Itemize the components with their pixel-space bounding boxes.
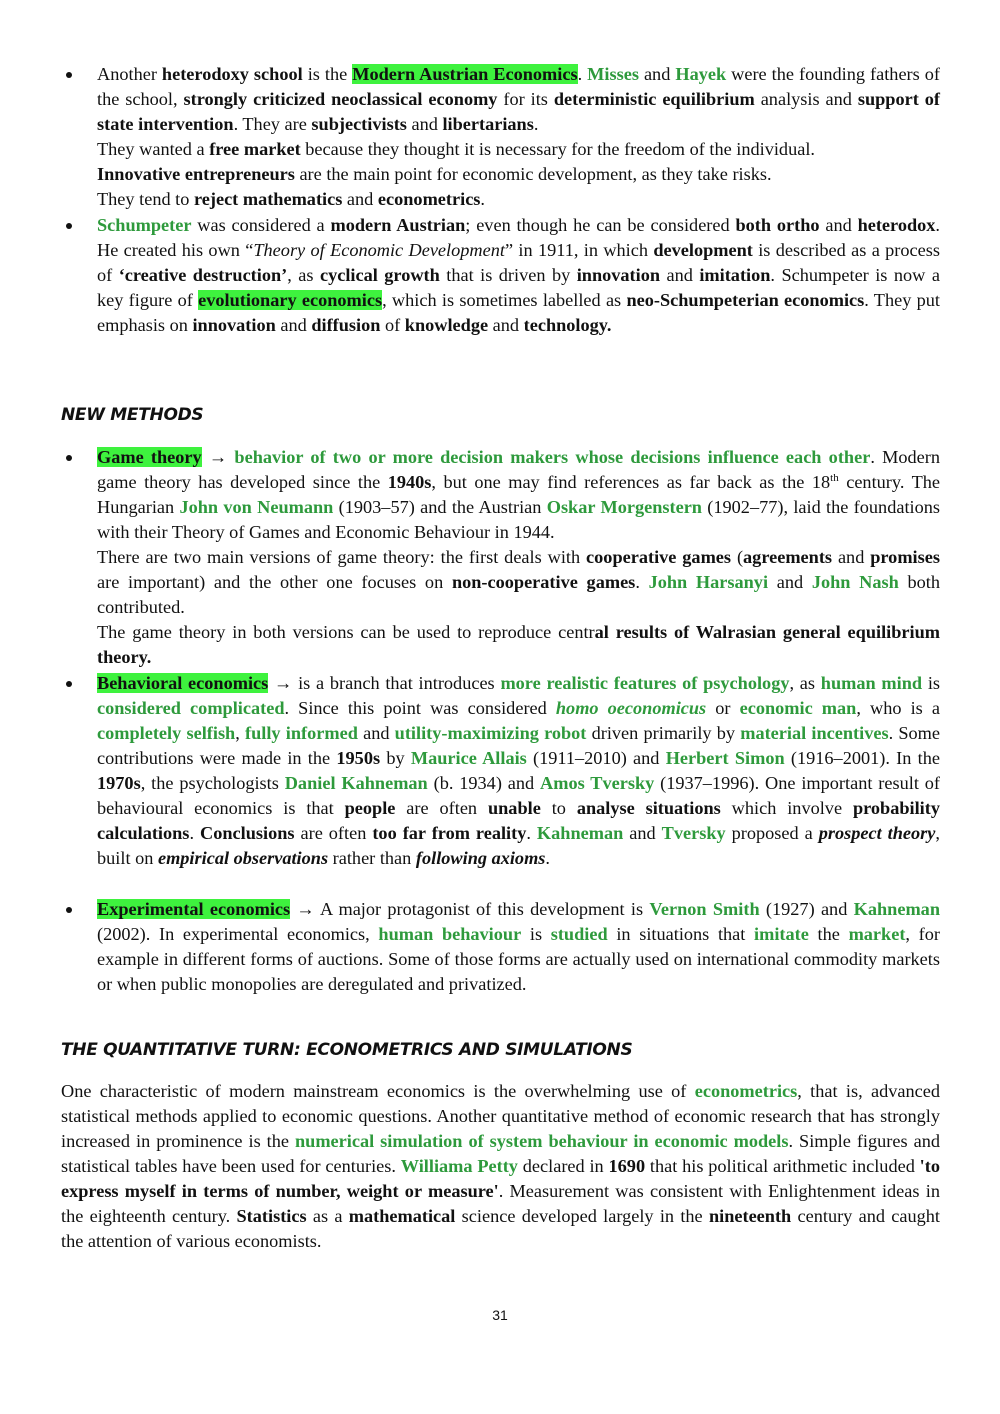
- highlight-modern-austrian: Modern Austrian Economics: [352, 64, 578, 84]
- bullet-icon: [66, 681, 72, 687]
- highlight-game-theory: Game theory: [97, 447, 202, 467]
- schumpeter-paragraph: Schumpeter was considered a modern Austrian; even though he can be considered both ortho and heterodox. He created his own “Theory of Economic Development” in 1911, in which development is described as a process of ‘creative destruction’, as cyclical growth that is driven by innovation and imitation. Schumpeter is now a key figure of evolutionary economics, which is sometimes labelled as neo-Schumpeterian economics. They put emphasis on innovation and diffusion of knowledge and technology.: [97, 215, 940, 335]
- highlight-experimental-economics: Experimental economics: [97, 899, 291, 919]
- quantitative-paragraph: One characteristic of modern mainstream economics is the overwhelming use of econometrics, that is, advanced statistical methods applied to economic questions. Another quantitative method of economic research that has strongly increased in prominence is the numerical simulation of system behaviour in economic models. Simple figures and statistical tables have been used for centuries. Williama Petty declared in 1690 that his political arithmetic included 'to express myself in terms of number, weight or measure'. Measurement was consistent with Enlightenment ideas in the eighteenth century. Statistics as a mathematical science developed largely in the nineteenth century and caught the attention of various economists.: [61, 1081, 940, 1251]
- bullet-icon: [66, 72, 72, 78]
- bullet-icon: [66, 223, 72, 229]
- highlight-evolutionary-economics: evolutionary economics: [198, 290, 383, 310]
- bullet-icon: [66, 455, 72, 461]
- highlight-behavioral-economics: Behavioral economics: [97, 673, 269, 693]
- game-theory-paragraph: Game theory → behavior of two or more decision makers whose decisions influence each other. Modern game theory has developed since the 1940s, but one may find references as far back as the 18th century. The Hungarian John von Neumann (1903–57) and the Austrian Oskar Morgenstern (1902–77), laid the foundations with their Theory of Games and Economic Behaviour in 1944. There are two main versions of game theory: the first deals with cooperative games (agreements and promises are important) and the other one focuses on non-cooperative games. John Harsanyi and John Nash both contributed. The game theory in both versions can be used to reproduce central results of Walrasian general equilibrium theory.: [97, 447, 941, 667]
- heading-quantitative-turn: THE QUANTITATIVE TURN: ECONOMETRICS AND SIMULATIONS: [61, 1040, 633, 1060]
- bullet-icon: [66, 907, 72, 913]
- experimental-paragraph: Experimental economics → A major protagonist of this development is Vernon Smith (1927) and Kahneman (2002). In experimental economics, human behaviour is studied in situations that imitate the market, for example in different forms of auctions. Some of those forms are actually used on international commodity markets or when public monopolies are deregulated and privatized.: [97, 899, 940, 994]
- page-number: 31: [492, 1307, 508, 1323]
- austrian-paragraph: Another heterodoxy school is the Modern Austrian Economics. Misses and Hayek were the founding fathers of the school, strongly criticized neoclassical economy for its deterministic equilibrium analysis and support of state intervention. They are subjectivists and libertarians. They wanted a free market because they thought it is necessary for the freedom of the individual. Innovative entrepreneurs are the main point for economic development, as they take risks. They tend to reject mathematics and econometrics.: [97, 64, 940, 209]
- behavioral-paragraph: Behavioral economics → is a branch that introduces more realistic features of psychology, as human mind is considered complicated. Since this point was considered homo oeconomicus or economic man, who is a completely selfish, fully informed and utility-maximizing robot driven primarily by material incentives. Some contributions were made in the 1950s by Maurice Allais (1911–2010) and Herbert Simon (1916–2001). In the 1970s, the psychologists Daniel Kahneman (b. 1934) and Amos Tversky (1937–1996). One important result of behavioural economics is that people are often unable to analyse situations which involve probability calculations. Conclusions are often too far from reality. Kahneman and Tversky proposed a prospect theory, built on empirical observations rather than following axioms.: [97, 673, 941, 868]
- heading-new-methods: NEW METHODS: [61, 405, 204, 425]
